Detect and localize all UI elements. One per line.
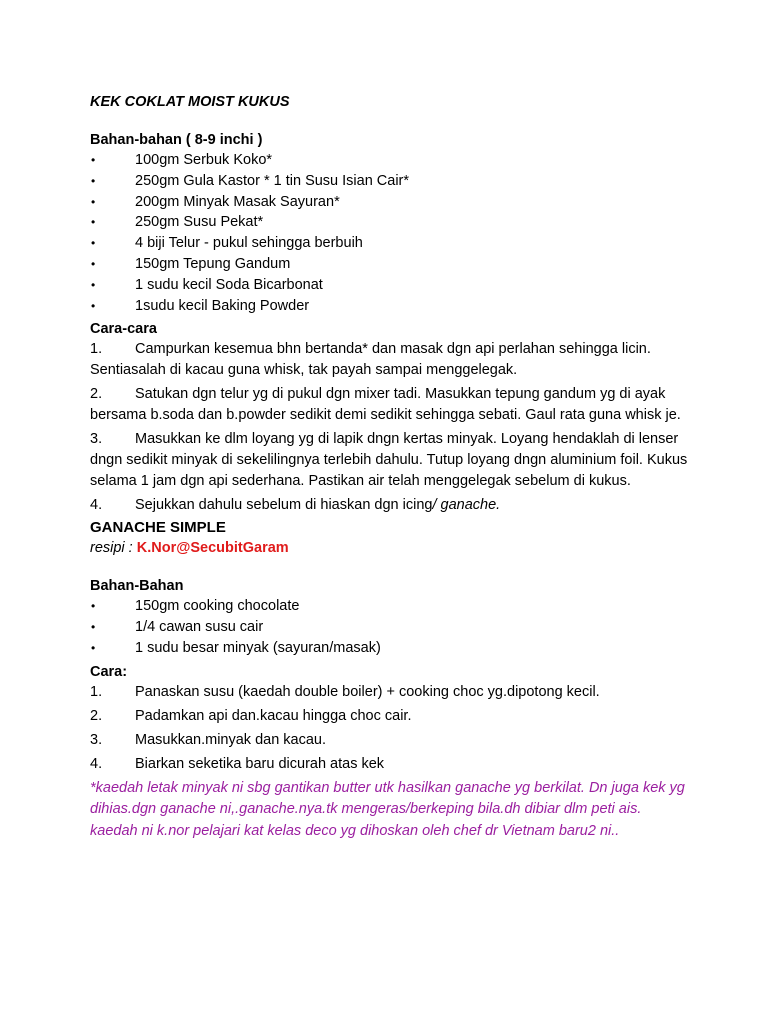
method-step — [90, 339, 690, 381]
ingredients-heading: Bahan-bahan ( 8-9 inchi ) — [90, 132, 263, 148]
list-item: • 1/4 cawan susu cair — [90, 617, 690, 638]
list-item: • 250gm Gula Kastor * 1 tin Susu Isian Cair* — [90, 171, 690, 192]
list-item: • 4 biji Telur - pukul sehingga berbuih — [90, 233, 690, 254]
step-text: Satukan dgn telur yg di pukul dgn mixer tadi. Masukkan tepung gandum yg di ayak bersama b.soda dan b.powder sedikit demi sedikit sehingga sebati. Gaul rata guna whisk je. — [90, 386, 681, 424]
ganache-heading: GANACHE SIMPLE — [90, 519, 226, 537]
credit-name: K.Nor@SecubitGaram — [136, 540, 289, 557]
credit-label: resipi : — [90, 540, 137, 557]
step-number: 1. — [90, 341, 103, 358]
method-step — [90, 495, 690, 516]
step-number: 2. — [90, 386, 103, 403]
method-step — [90, 706, 690, 727]
recipe-title: KEK COKLAT MOIST KUKUS — [90, 94, 290, 110]
list-item: • 100gm Serbuk Koko* — [90, 150, 690, 171]
recipe-credit — [90, 538, 690, 558]
method-heading: Cara-cara — [90, 321, 157, 338]
step-text: Campurkan kesemua bhn bertanda* dan masak dgn api perlahan sehingga licin. Sentiasalah di kacau guna whisk, tak payah sampai menggelegak. — [90, 341, 651, 379]
ganache-ingredients-list — [90, 596, 690, 658]
method-step — [90, 384, 690, 426]
step-number: 4. — [90, 497, 103, 514]
list-item: • 250gm Susu Pekat* — [90, 212, 690, 233]
step-text-italic: / ganache. — [432, 497, 501, 514]
step-text: Sejukkan dahulu sebelum di hiaskan dgn icing — [135, 497, 433, 514]
step-number: 4. — [90, 755, 103, 772]
step-text: Masukkan ke dlm loyang yg di lapik dngn kertas minyak. Loyang hendaklah di lenser dngn sedikit minyak di sekelilingnya terlebih dahulu. Tutup loyang dngn aluminium foil. Kukus selama 1 jam dgn api sederhana. Pastikan air telah menggelegak sebelum di kukus. — [90, 431, 688, 490]
list-item: • 1 sudu kecil Soda Bicarbonat — [90, 275, 690, 296]
step-number: 1. — [90, 683, 103, 700]
ganache-note: *kaedah letak minyak ni sbg gantikan butter utk hasilkan ganache yg berkilat. Dn juga kek yg dihias.dgn ganache ni,.ganache.nya.tk mengeras/berkeping bila.dh dibiar dlm peti ais. kaedah ni k.nor pelajari kat kelas deco yg dihoskan oleh chef dr Vietnam baru2 ni.. — [90, 779, 685, 839]
list-item: • 1 sudu besar minyak (sayuran/masak) — [90, 638, 690, 659]
method-step — [90, 730, 690, 751]
method-steps — [90, 339, 690, 516]
list-item: • 1sudu kecil Baking Powder — [90, 296, 690, 317]
step-number: 3. — [90, 431, 103, 448]
list-item: • 150gm cooking chocolate — [90, 596, 690, 617]
step-number: 3. — [90, 731, 103, 748]
ganache-ingredients-heading: Bahan-Bahan — [90, 578, 184, 595]
ganache-method-heading: Cara: — [90, 663, 128, 680]
step-text: Biarkan seketika baru dicurah atas kek — [135, 755, 385, 772]
list-item: • 200gm Minyak Masak Sayuran* — [90, 192, 690, 213]
method-step — [90, 754, 690, 775]
document-page — [90, 92, 690, 842]
step-text: Panaskan susu (kaedah double boiler) + cooking choc yg.dipotong kecil. — [135, 683, 600, 700]
method-step — [90, 682, 690, 703]
step-number: 2. — [90, 707, 103, 724]
spacer — [90, 558, 690, 576]
ingredients-list — [90, 150, 690, 316]
list-item: • 150gm Tepung Gandum — [90, 254, 690, 275]
method-step — [90, 429, 690, 492]
step-text: Padamkan api dan.kacau hingga choc cair. — [135, 707, 412, 724]
step-text: Masukkan.minyak dan kacau. — [135, 731, 327, 748]
ganache-steps — [90, 682, 690, 775]
